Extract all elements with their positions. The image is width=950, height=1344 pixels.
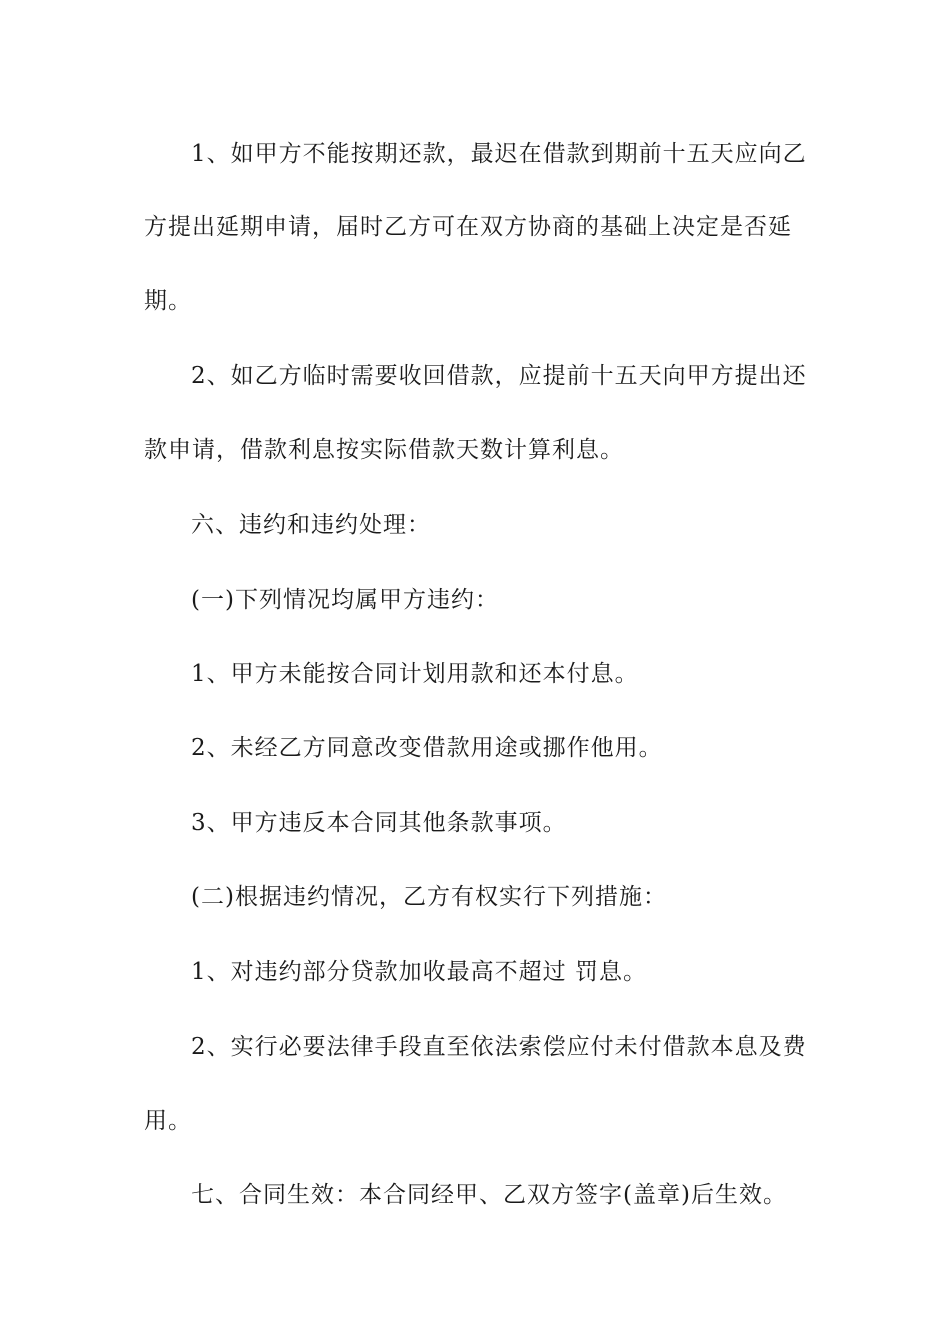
section-heading: 六、违约和违约处理：	[191, 512, 431, 538]
subsection-heading: (一)下列情况均属甲方违约：	[191, 587, 499, 613]
clause-line: 2、如乙方临时需要收回借款，应提前十五天向甲方提出还	[191, 363, 807, 389]
clause-line: 方提出延期申请，届时乙方可在双方协商的基础上决定是否延	[144, 214, 792, 240]
clause-line: 2、未经乙方同意改变借款用途或挪作他用。	[191, 735, 663, 761]
subsection-heading: (二)根据违约情况，乙方有权实行下列措施：	[191, 884, 667, 910]
clause-line: 2、实行必要法律手段直至依法索偿应付未付借款本息及费	[191, 1034, 807, 1060]
clause-line: 1、如甲方不能按期还款，最迟在借款到期前十五天应向乙	[191, 141, 807, 167]
clause-line: 期。	[144, 288, 192, 314]
clause-line: 款申请，借款利息按实际借款天数计算利息。	[144, 437, 624, 463]
clause-line: 用。	[144, 1108, 192, 1134]
clause-line: 1、对违约部分贷款加收最高不超过 罚息。	[191, 959, 647, 985]
clause-line: 3、甲方违反本合同其他条款事项。	[191, 810, 567, 836]
section-heading: 七、合同生效：本合同经甲、乙双方签字(盖章)后生效。	[191, 1182, 787, 1208]
clause-line: 1、甲方未能按合同计划用款和还本付息。	[191, 661, 639, 687]
